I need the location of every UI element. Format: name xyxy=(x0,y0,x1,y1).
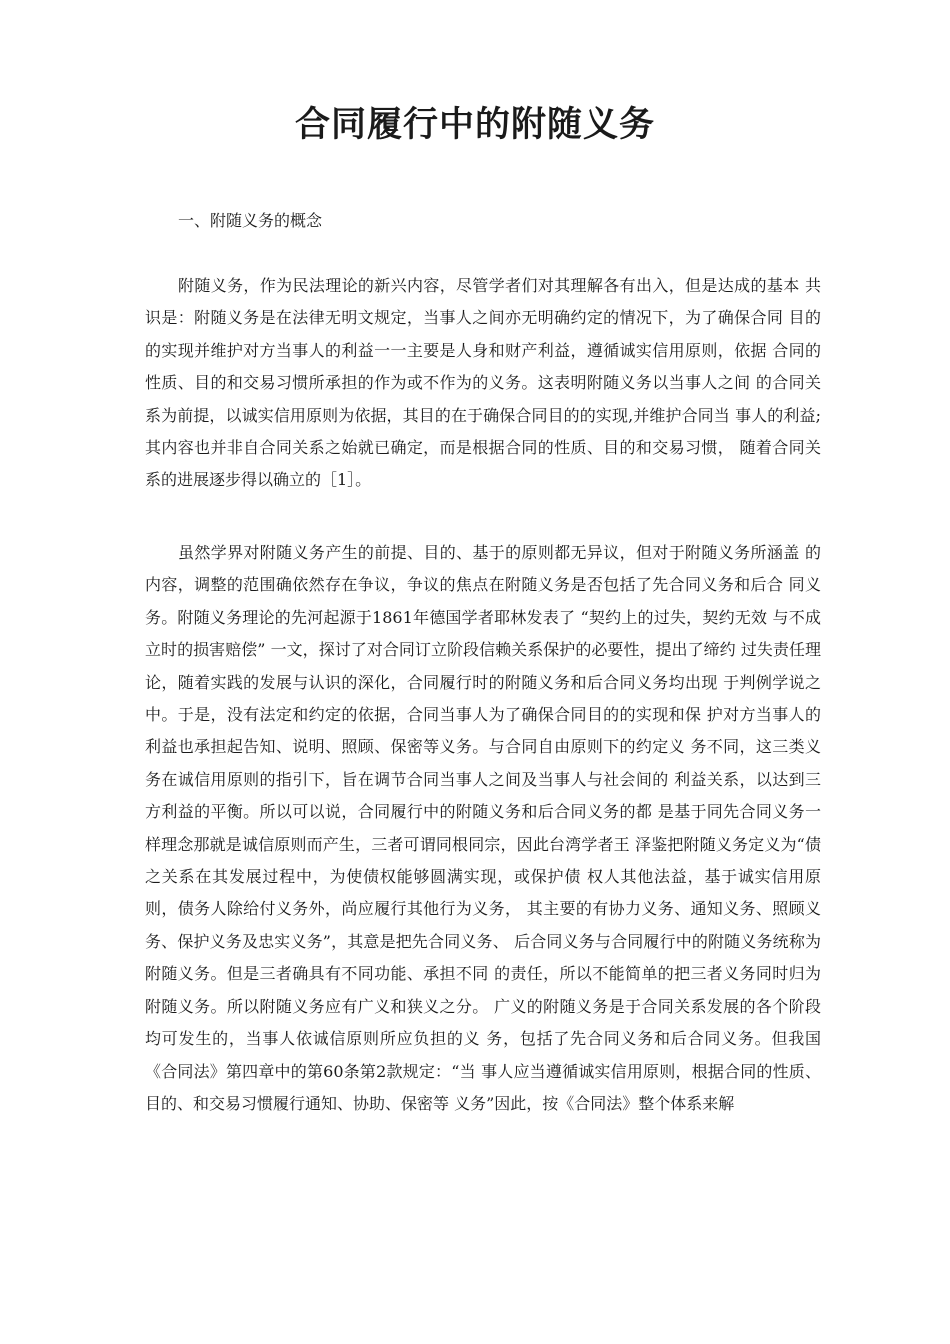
body-paragraph: 附随义务，作为民法理论的新兴内容，尽管学者们对其理解各有出入，但是达成的基本 共识是：附随义务是在法律无明文规定，当事人之间亦无明确约定的情况下，为了确保合同 目的的实现并维护对方当事人的利益一一主要是人身和财产利益，遵循诚实信用原则，依据 合同的性质、目的和交易习惯所承担的作为或不作为的义务。这表明附随义务以当事人之间 的合同关系为前提，以诚实信用原则为依据，其目的在于确保合同目的的实现,并维护合同当 事人的利益;其内容也并非自合同关系之始就已确定，而是根据合同的性质、目的和交易习惯， 随着合同关系的进展逐步得以确立的［1］。 xyxy=(145,276,821,490)
section-heading: 一、附随义务的概念 xyxy=(178,211,323,230)
body-paragraph: 虽然学界对附随义务产生的前提、目的、基于的原则都无异议，但对于附随义务所涵盖 的内容，调整的范围确依然存在争议，争议的焦点在附随义务是否包括了先合同义务和后合 同义务。附随义务理论的先河起源于1861年德国学者耶林发表了 “契约上的过失，契约无效 与不成立时的损害赔偿” 一文，探讨了对合同订立阶段信赖关系保护的必要性，提出了缔约 过失责任理论，随着实践的发展与认识的深化，合同履行时的附随义务和后合同义务均出现 于判例学说之中。于是，没有法定和约定的依据，合同当事人为了确保合同目的的实现和保 护对方当事人的利益也承担起告知、说明、照顾、保密等义务。与合同自由原则下的约定义 务不同，这三类义务在诚信用原则的指引下，旨在调节合同当事人之间及当事人与社会间的 利益关系，以达到三方利益的平衡。所以可以说，合同履行中的附随义务和后合同义务的都 是基于同先合同义务一样理念那就是诚信原则而产生，三者可谓同根同宗，因此台湾学者王 泽鉴把附随义务定义为“债之关系在其发展过程中，为使债权能够圆满实现，或保护债 权人其他法益，基于诚实信用原则，债务人除给付义务外，尚应履行其他行为义务， 其主要的有协力义务、通知义务、照顾义务、保护义务及忠实义务”，其意是把先合同义务、 后合同义务与合同履行中的附随义务统称为附随义务。但是三者确具有不同功能、承担不同 的责任，所以不能简单的把三者义务同时归为附随义务。所以附随义务应有广义和狭义之分。 广义的附随义务是于合同关系发展的各个阶段均可发生的，当事人依诚信原则所应负担的义 务，包括了先合同义务和后合同义务。但我国《合同法》第四章中的第60条第2款规定：“当 事人应当遵循诚实信用原则，根据合同的性质、目的、和交易习惯履行通知、协助、保密等 义务”因此，按《合同法》整个体系来解 xyxy=(145,543,821,1113)
document-title: 合同履行中的附随义务 xyxy=(294,105,655,145)
